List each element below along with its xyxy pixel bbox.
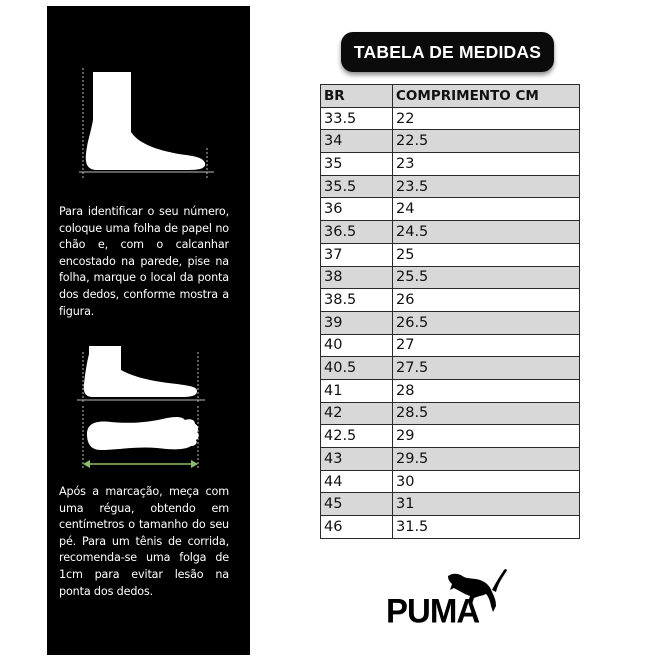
instructions-panel <box>47 6 250 655</box>
foot-side-icon <box>79 68 214 180</box>
length-cm-cell: 26.5 <box>393 311 580 334</box>
length-cm-cell: 22.5 <box>393 130 580 153</box>
table-row <box>321 402 580 425</box>
br-size-cell: 36 <box>321 198 393 221</box>
table-row <box>321 448 580 471</box>
length-cm-cell: 23 <box>393 153 580 176</box>
br-size-cell: 35 <box>321 153 393 176</box>
length-cm-cell: 28.5 <box>393 402 580 425</box>
table-row <box>321 107 580 130</box>
br-size-cell: 41 <box>321 379 393 402</box>
br-size-cell: 38.5 <box>321 289 393 312</box>
logo-wordmark: PUMA <box>386 591 480 630</box>
length-cm-cell: 31.5 <box>393 516 580 539</box>
length-cm-cell: 27.5 <box>393 357 580 380</box>
length-cm-cell: 29 <box>393 425 580 448</box>
br-size-cell: 37 <box>321 243 393 266</box>
table-row <box>321 311 580 334</box>
table-row <box>321 470 580 493</box>
length-cm-cell: 27 <box>393 334 580 357</box>
br-size-cell: 36.5 <box>321 221 393 244</box>
column-header-br: BR <box>321 85 393 108</box>
size-chart-table <box>320 84 580 539</box>
length-cm-cell: 29.5 <box>393 448 580 471</box>
table-row <box>321 130 580 153</box>
table-row <box>321 379 580 402</box>
table-row <box>321 198 580 221</box>
length-cm-cell: 31 <box>393 493 580 516</box>
table-row <box>321 243 580 266</box>
br-size-cell: 39 <box>321 311 393 334</box>
br-size-cell: 44 <box>321 470 393 493</box>
instruction-text-2: Após a marcação, meça com uma régua, obtendo em centímetros o tamanho do seu pé. Para um tênis de corrida, recomenda-se uma folga de 1cm para evitar lesão na ponta dos dedos. <box>59 485 229 598</box>
br-size-cell: 34 <box>321 130 393 153</box>
length-cm-cell: 30 <box>393 470 580 493</box>
br-size-cell: 45 <box>321 493 393 516</box>
foot-side-wall-illustration <box>79 68 214 180</box>
table-row <box>321 516 580 539</box>
length-cm-cell: 25.5 <box>393 266 580 289</box>
br-size-cell: 46 <box>321 516 393 539</box>
table-row <box>321 357 580 380</box>
table-row <box>321 153 580 176</box>
length-cm-cell: 26 <box>393 289 580 312</box>
page-title: TABELA DE MEDIDAS <box>341 32 554 72</box>
br-size-cell: 42 <box>321 402 393 425</box>
br-size-cell: 42.5 <box>321 425 393 448</box>
br-size-cell: 38 <box>321 266 393 289</box>
table-header-row <box>321 85 580 108</box>
br-size-cell: 40 <box>321 334 393 357</box>
length-cm-cell: 23.5 <box>393 175 580 198</box>
table-row <box>321 221 580 244</box>
length-cm-cell: 22 <box>393 107 580 130</box>
foot-side-icon <box>77 344 205 404</box>
table-row <box>321 425 580 448</box>
foot-side-illustration <box>77 344 205 404</box>
length-cm-cell: 24 <box>393 198 580 221</box>
length-cm-cell: 25 <box>393 243 580 266</box>
br-size-cell: 33.5 <box>321 107 393 130</box>
br-size-cell: 43 <box>321 448 393 471</box>
puma-logo <box>386 566 510 630</box>
table-row <box>321 334 580 357</box>
instruction-text-1: Para identificar o seu número, coloque uma folha de papel no chão e, com o calcanhar encostado na parede, pise na folha, marque o local da ponta dos dedos, conforme mostra a figura. <box>59 205 229 318</box>
br-size-cell: 35.5 <box>321 175 393 198</box>
length-cm-cell: 24.5 <box>393 221 580 244</box>
length-cm-cell: 28 <box>393 379 580 402</box>
br-size-cell: 40.5 <box>321 357 393 380</box>
foot-top-icon <box>77 406 205 472</box>
foot-top-measure-illustration <box>77 406 205 472</box>
table-row <box>321 266 580 289</box>
column-header-length: COMPRIMENTO CM <box>393 85 580 108</box>
table-row <box>321 289 580 312</box>
table-row <box>321 493 580 516</box>
table-row <box>321 175 580 198</box>
